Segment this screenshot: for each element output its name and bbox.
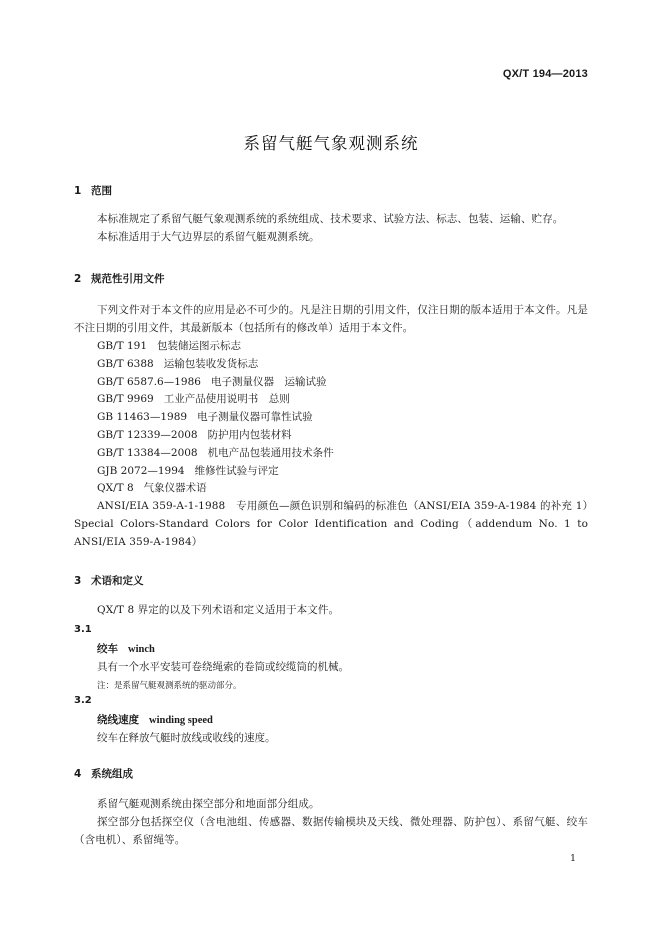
reference-item — [97, 409, 334, 427]
reference-title: 工业产品使用说明书 总则 — [163, 393, 290, 406]
document-title: 系留气艇气象观测系统 — [243, 134, 419, 153]
section-2-intro: 下列文件对于本文件的应用是必不可少的。凡是注日期的引用文件，仅注日期的版本适用于本文件。凡是不注日期的引用文件，其最新版本（包括所有的修改单）适用于本文件。 — [74, 304, 588, 334]
reference-title: 电子测量仪器 运输试验 — [210, 375, 327, 388]
section-number: 3 — [74, 575, 82, 587]
reference-item — [97, 356, 334, 374]
section-1-paragraph-1: 本标准规定了系留气艇气象观测系统的系统组成、技术要求、试验方法、标志、包装、运输、贮存。 — [97, 213, 564, 225]
term-number: 3.2 — [74, 695, 92, 706]
ansi-reference: ANSI/EIA 359-A-1-1988 专用颜色—颜色识别和编码的标准色（ANSI/EIA 359-A-1984 的补充 1）Special Colors-Standard Colors for Color Identification and Coding（addendum No. 1 to ANSI/EIA 359-A-1984） — [74, 500, 588, 548]
term-definition: 具有一个水平安装可卷绕绳索的卷筒或绞缆筒的机械。 — [97, 661, 349, 673]
section-title: 规范性引用文件 — [91, 273, 165, 285]
term-note: 注：是系留气艇观测系统的驱动部分。 — [97, 681, 242, 691]
reference-title: 机电产品包装通用技术条件 — [207, 446, 334, 459]
page-number: 1 — [569, 853, 576, 864]
term-english: winding speed — [149, 715, 213, 726]
reference-item — [97, 391, 334, 409]
term-english: winch — [128, 644, 155, 655]
reference-item — [97, 374, 334, 392]
reference-item — [97, 480, 334, 498]
reference-code: GB/T 9969 — [97, 393, 154, 406]
reference-code: GB/T 191 — [97, 340, 148, 352]
term-definition: 绞车在释放气艇时放线或收线的速度。 — [97, 732, 276, 744]
reference-item — [97, 338, 334, 356]
term-number: 3.1 — [74, 624, 92, 635]
reference-code: GB/T 12339—2008 — [97, 428, 198, 441]
term-chinese: 绞车 — [97, 643, 118, 655]
reference-item — [97, 463, 334, 481]
section-number: 4 — [74, 768, 82, 780]
section-number: 1 — [74, 185, 82, 197]
section-1-paragraph-2: 本标准适用于大气边界层的系留气艇观测系统。 — [97, 231, 320, 243]
reference-code: QX/T 8 — [97, 482, 134, 495]
reference-title: 防护用内包装材料 — [207, 428, 292, 441]
section-2-heading — [74, 271, 165, 286]
reference-title: 电子测量仪器可靠性试验 — [197, 411, 313, 424]
reference-item — [97, 445, 334, 463]
section-title: 术语和定义 — [91, 575, 144, 587]
normative-reference-list — [97, 338, 334, 498]
reference-title: 维修性试验与评定 — [194, 464, 279, 477]
reference-title: 包装储运图示标志 — [157, 340, 242, 352]
reference-code: GB/T 6587.6—1986 — [97, 375, 201, 388]
standard-code: QX/T 194—2013 — [502, 68, 588, 80]
section-4-paragraph-1: 系留气艇观测系统由探空部分和地面部分组成。 — [97, 798, 320, 810]
reference-item — [97, 427, 334, 445]
term-heading — [97, 641, 155, 656]
section-4-paragraph-2: 探空部分包括探空仪（含电池组、传感器、数据传输模块及天线、微处理器、防护包）、系留气艇、绞车（含电机）、系留绳等。 — [74, 816, 588, 846]
reference-code: GB 11463—1989 — [97, 411, 188, 424]
section-3-intro: QX/T 8 界定的以及下列术语和定义适用于本文件。 — [97, 604, 340, 616]
section-title: 系统组成 — [91, 768, 133, 780]
reference-code: GB/T 6388 — [97, 357, 154, 370]
reference-title: 运输包装收发货标志 — [163, 357, 259, 370]
reference-code: GJB 2072—1994 — [97, 464, 185, 477]
section-1-heading — [74, 183, 112, 198]
section-4-heading — [74, 766, 133, 781]
section-number: 2 — [74, 273, 82, 285]
section-3-heading — [74, 573, 144, 588]
reference-code: GB/T 13384—2008 — [97, 446, 198, 459]
reference-title: 气象仪器术语 — [143, 482, 207, 495]
term-heading — [97, 712, 213, 727]
section-title: 范围 — [91, 185, 112, 197]
term-chinese: 绕线速度 — [97, 714, 139, 726]
